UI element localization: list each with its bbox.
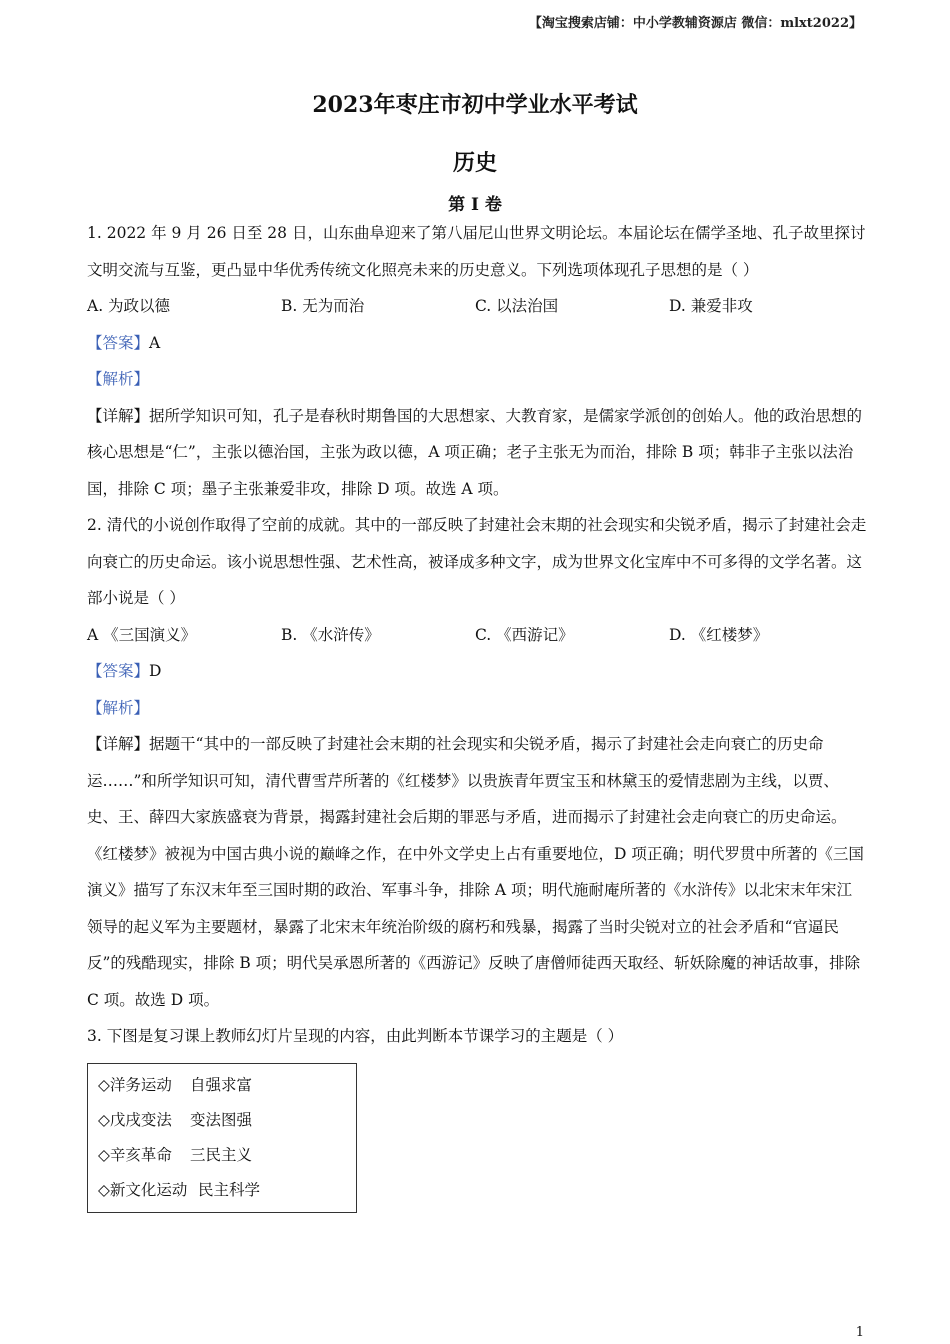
question-3-stem: 3. 下图是复习课上教师幻灯片呈现的内容，由此判断本节课学习的主题是（ ）: [87, 1027, 624, 1045]
question-1-options: [87, 288, 867, 325]
slide-slogan: 自强求富: [190, 1075, 253, 1094]
question-2-answer: [87, 653, 867, 690]
detail-text: 据所学知识可知，孔子是春秋时期鲁国的大思想家、大教育家，是儒家学派创的创始人。他的政治思想的核心思想是“仁”，主张以德治国，主张为政以德，A 项正确；老子主张无为而治，排除 B 项；韩非子主张以法治国，排除 C 项；墨子主张兼爱非攻，排除 D 项。故选 A 项。: [87, 406, 863, 498]
section-title: 第 I 卷: [448, 195, 502, 215]
detail-label: 【详解】: [87, 406, 150, 425]
slide-box: [87, 1063, 357, 1213]
slide-row: [98, 1068, 356, 1103]
question-1-answer: [87, 325, 867, 362]
slide-slogan: 变法图强: [190, 1110, 253, 1129]
option-a: A 《三国演义》: [87, 625, 197, 644]
slide-row: [98, 1103, 356, 1138]
question-1-detail: [87, 398, 867, 508]
exam-title: 2023年枣庄市初中学业水平考试: [312, 92, 638, 118]
answer-label: 【答案】: [87, 662, 150, 680]
question-1-stem: 1. 2022 年 9 月 26 日至 28 日，山东曲阜迎来了第八届尼山世界文明论坛。本届论坛在儒学圣地、孔子故里探讨文明交流与互鉴，更凸显中华优秀传统文化照亮未来的历史意义。下列选项体现孔子思想的是（ ）: [87, 224, 866, 279]
analysis-label: 【解析】: [87, 370, 150, 388]
answer-label: 【答案】: [87, 333, 150, 352]
option-b: B. 无为而治: [281, 297, 365, 315]
option-a: A. 为政以德: [87, 297, 171, 315]
question-2-options: [87, 617, 867, 654]
page-number: 1: [855, 1325, 864, 1340]
document-body: [87, 215, 867, 1213]
answer-value: A: [149, 333, 161, 352]
slide-row: [98, 1138, 356, 1173]
slide-slogan: 三民主义: [190, 1145, 253, 1164]
slide-row: [98, 1173, 356, 1208]
answer-value: D: [149, 662, 162, 680]
slide-event: ◇戊戌变法: [98, 1110, 172, 1129]
question-2-detail: [87, 726, 867, 1018]
subject-title: 历史: [452, 150, 497, 176]
analysis-label: 【解析】: [87, 698, 150, 717]
slide-event: ◇新文化运动: [98, 1180, 188, 1199]
slide-slogan: 民主科学: [198, 1180, 261, 1199]
detail-label: 【详解】: [87, 735, 150, 753]
header-note: 【淘宝搜索店铺：中小学教辅资源店 微信：mlxt2022】: [528, 16, 862, 31]
slide-event: ◇辛亥革命: [98, 1145, 172, 1164]
slide-event: ◇洋务运动: [98, 1075, 172, 1094]
option-d: D. 兼爱非攻: [669, 297, 753, 315]
option-c: C. 以法治国: [475, 297, 559, 315]
detail-text: 据题干“其中的一部反映了封建社会末期的社会现实和尖锐矛盾，揭示了封建社会走向衰亡的历史命运……”和所学知识可知，清代曹雪芹所著的《红楼梦》以贵族青年贾宝玉和林黛玉的爱情悲剧为主线，以贾、史、王、薛四大家族盛衰为背景，揭露封建社会后期的罪恶与矛盾，进而揭示了封建社会走向衰亡的历史命运。《红楼梦》被视为中国古典小说的巅峰之作，在中外文学史上占有重要地位，D 项正确；明代罗贯中所著的《三国演义》描写了东汉末年至三国时期的政治、军事斗争，排除 A 项；明代施耐庵所著的《水浒传》以北宋末年宋江领导的起义军为主要题材，暴露了北宋末年统治阶级的腐朽和残暴，揭露了当时尖锐对立的社会矛盾和“官逼民反”的残酷现实，排除 B 项；明代吴承恩所著的《西游记》反映了唐僧师徒西天取经、斩妖除魔的神话故事，排除 C 项。故选 D 项。: [87, 735, 864, 1009]
option-d: D. 《红楼梦》: [669, 625, 769, 644]
question-2-stem: 2. 清代的小说创作取得了空前的成就。其中的一部反映了封建社会末期的社会现实和尖锐矛盾，揭示了封建社会走向衰亡的历史命运。该小说思想性强、艺术性高，被译成多种文字，成为世界文化宝库中不可多得的文学名著。这部小说是（ ）: [87, 516, 867, 607]
option-c: C. 《西游记》: [475, 625, 574, 644]
option-b: B. 《水浒传》: [281, 625, 380, 644]
